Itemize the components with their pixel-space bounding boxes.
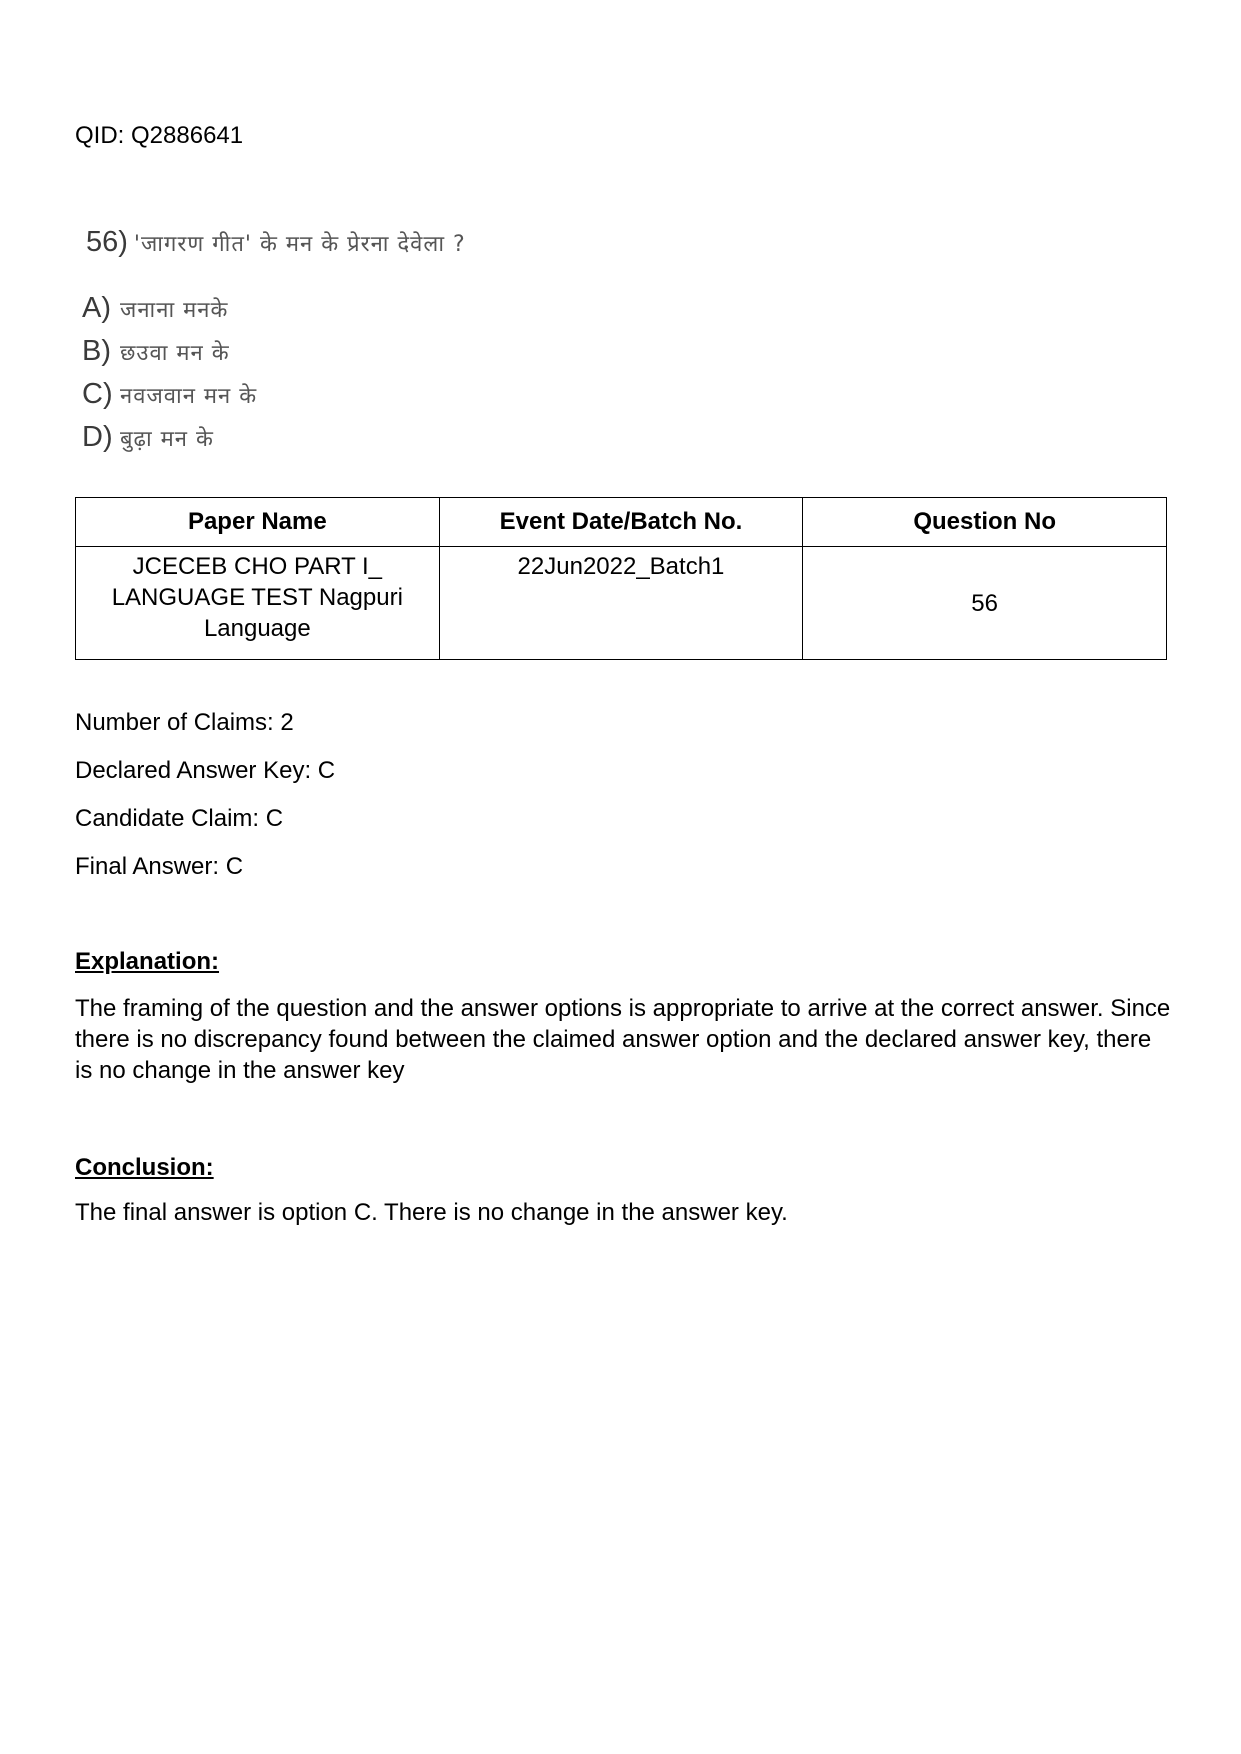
- candidate-claim: Candidate Claim: C: [75, 805, 284, 832]
- header-event-date: Event Date/Batch No.: [439, 498, 803, 547]
- option-text: जनाना मनके: [120, 298, 229, 323]
- option-c: [82, 378, 257, 421]
- question-id: QID: Q2886641: [75, 122, 244, 149]
- option-d: [82, 421, 257, 464]
- option-letter: D): [82, 421, 113, 453]
- option-text: नवजवान मन के: [120, 384, 258, 409]
- option-text: छउवा मन के: [120, 341, 230, 366]
- explanation-heading: Explanation:: [75, 948, 220, 975]
- cell-event-date: 22Jun2022_Batch1: [439, 547, 803, 660]
- declared-answer-key: Declared Answer Key: C: [75, 757, 336, 784]
- number-of-claims: Number of Claims: 2: [75, 709, 294, 736]
- table-header-row: [76, 498, 1167, 547]
- question-info-table: [75, 497, 1167, 660]
- option-letter: C): [82, 378, 113, 410]
- cell-question-no: 56: [803, 547, 1167, 660]
- answer-options: [82, 292, 257, 464]
- table-row: [76, 547, 1167, 660]
- option-a: [82, 292, 257, 335]
- option-letter: A): [82, 292, 111, 324]
- option-letter: B): [82, 335, 111, 367]
- conclusion-heading: Conclusion:: [75, 1154, 214, 1181]
- conclusion-text: The final answer is option C. There is no change in the answer key.: [75, 1199, 788, 1226]
- question-text: 'जागरण गीत' के मन के प्रेरना देवेला ?: [133, 232, 466, 257]
- header-question-no: Question No: [803, 498, 1167, 547]
- question-stem: [86, 226, 466, 259]
- option-b: [82, 335, 257, 378]
- option-text: बुढ़ा मन के: [120, 427, 214, 452]
- cell-paper-name: JCECEB CHO PART I_ LANGUAGE TEST Nagpuri Language: [76, 547, 440, 660]
- question-number: 56): [86, 226, 128, 258]
- final-answer: Final Answer: C: [75, 853, 244, 880]
- header-paper-name: Paper Name: [76, 498, 440, 547]
- explanation-text: The framing of the question and the answer options is appropriate to arrive at the correct answer. Since there is no discrepancy found between the claimed answer option and the declared answer key, there is no change in the answer key: [75, 995, 1171, 1084]
